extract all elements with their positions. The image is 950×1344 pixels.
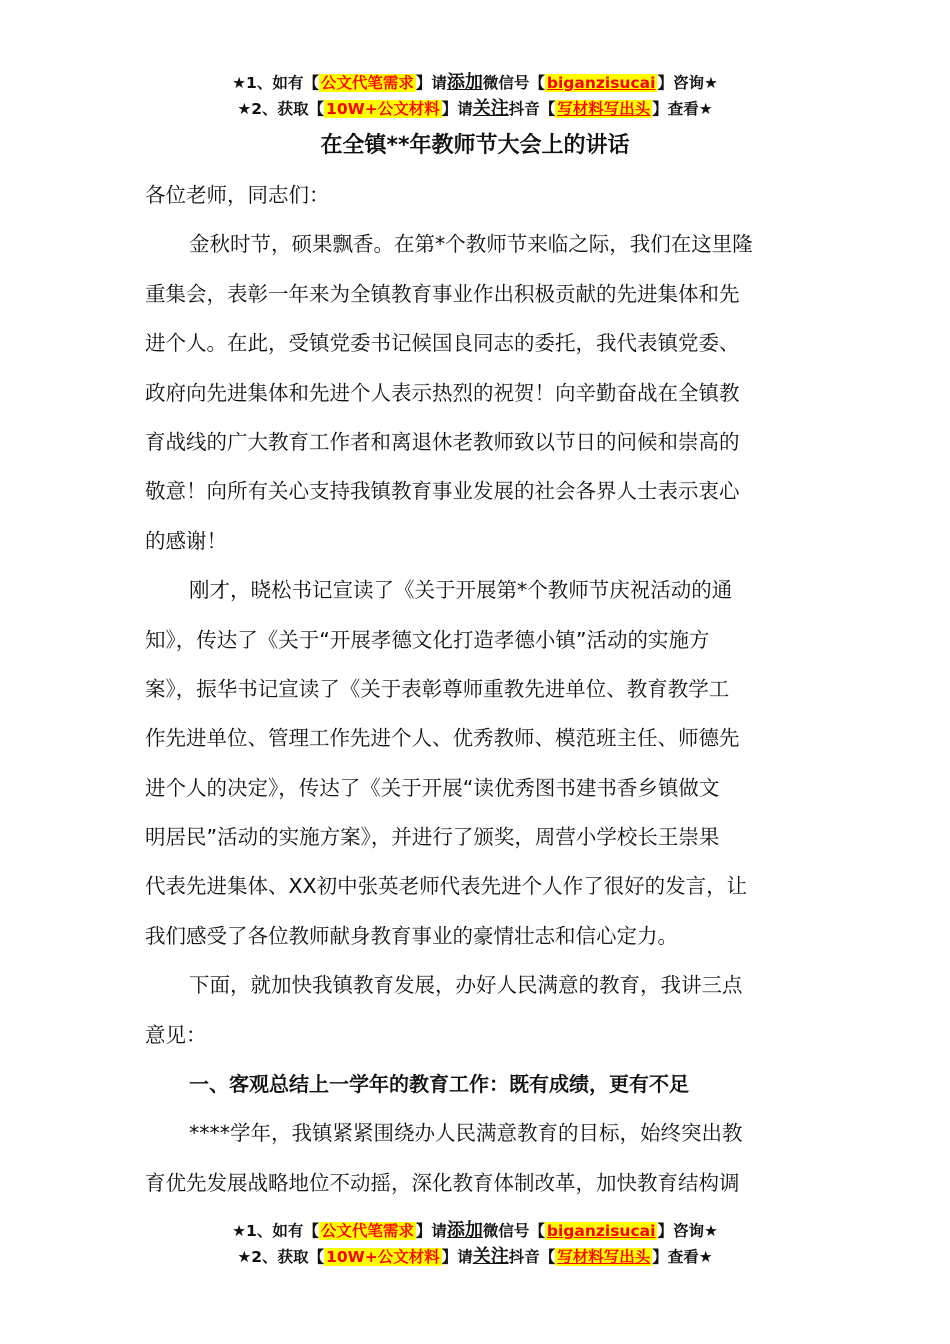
header-banner	[0, 70, 950, 122]
douyin-id: 写材料写出头	[557, 1248, 651, 1266]
document-body	[145, 171, 810, 1208]
banner-highlight: 10W+公文材料	[326, 100, 440, 118]
banner-line-2: ★2、获取【 10W+公文材料 】请关注抖音【 写材料写出头 】查看★	[237, 1246, 713, 1267]
banner-highlight: 公文代笔需求	[320, 1222, 414, 1240]
banner-highlight: 10W+公文材料	[326, 1248, 440, 1266]
section-heading-1: 一、客观总结上一学年的教育工作：既有成绩，更有不足	[189, 1072, 689, 1097]
banner-line-1: ★1、如有【 公文代笔需求 】请添加微信号【 biganzisucai 】咨询★	[232, 72, 718, 93]
banner-highlight: 公文代笔需求	[320, 74, 414, 92]
document-title: 在全镇**年教师节大会上的讲话	[320, 133, 630, 158]
paragraph-1: 金秋时节，硕果飘香。在第*个教师节来临之际，我们在这里隆 重集会，表彰一年来为全镇教育事业作出积极贡献的先进集体和先 进个人。在此，受镇党委书记候国良同志的委托，我代表镇党委、 政府向先进集体和先进个人表示热烈的祝贺！向辛勤奋战在全镇教 育战线的广大教育工作者和离退休老教师致以节日的问候和崇高的 敬意！向所有关心支持我镇教育事业发展的社会各界人士表示衷心 的感谢！	[145, 232, 753, 553]
footer-banner	[0, 1218, 950, 1270]
wechat-id: biganzisucai	[546, 1222, 656, 1240]
douyin-id: 写材料写出头	[557, 100, 651, 118]
salutation: 各位老师，同志们：	[145, 183, 330, 207]
banner-line-1: ★1、如有【 公文代笔需求 】请添加微信号【 biganzisucai 】咨询★	[232, 1220, 718, 1241]
wechat-id: biganzisucai	[546, 74, 656, 92]
paragraph-2: 刚才，晓松书记宣读了《关于开展第*个教师节庆祝活动的通 知》，传达了《关于“开展孝德文化打造孝德小镇”活动的实施方 案》，振华书记宣读了《关于表彰尊师重教先进单位、教育教学工 作先进单位、管理工作先进个人、优秀教师、模范班主任、师德先 进个人的决定》，传达了《关于开展“读优秀图书建书香乡镇做文 明居民”活动的实施方案》，并进行了颁奖，周营小学校长王崇果 代表先进集体、XX初中张英老师代表先进个人作了很好的发言，让 我们感受了各位教师献身教育事业的豪情壮志和信心定力。	[145, 578, 748, 948]
paragraph-4: ****学年，我镇紧紧围绕办人民满意教育的目标，始终突出教 育优先发展战略地位不动摇，深化教育体制改革，加快教育结构调	[145, 1121, 743, 1195]
banner-line-2: ★2、获取【 10W+公文材料 】请关注抖音【 写材料写出头 】查看★	[237, 98, 713, 119]
paragraph-3: 下面，就加快我镇教育发展，办好人民满意的教育，我讲三点 意见：	[145, 973, 743, 1047]
